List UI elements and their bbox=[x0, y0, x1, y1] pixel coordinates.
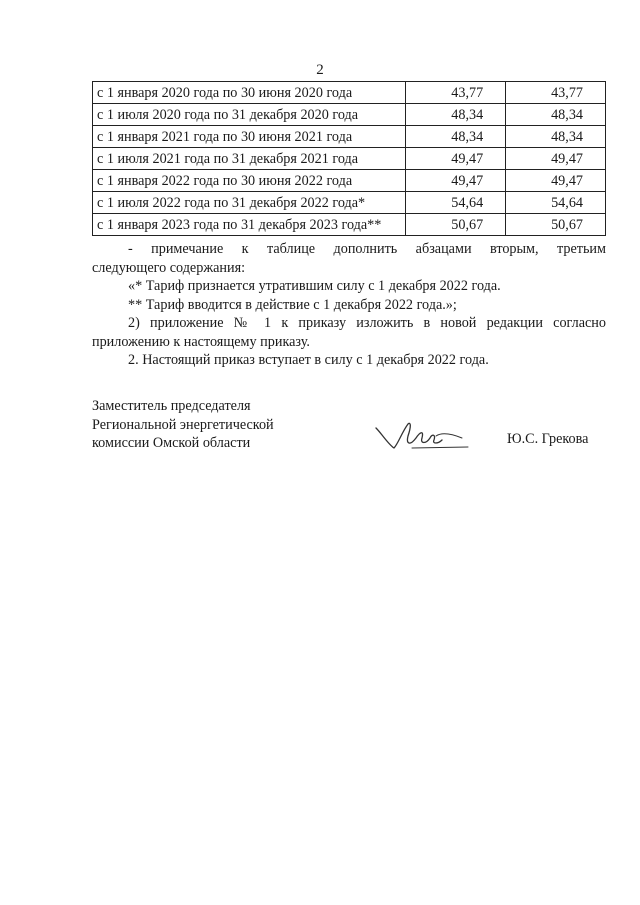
table-row bbox=[93, 214, 606, 236]
position-line-1: Заместитель председателя bbox=[92, 398, 251, 414]
page-number: 2 bbox=[316, 62, 324, 78]
footnote-1: «* Тариф признается утратившим силу с 1 декабря 2022 года. bbox=[128, 278, 501, 294]
value-cell: 48,34 bbox=[506, 126, 606, 148]
value-cell: 48,34 bbox=[406, 126, 506, 148]
signatory-position bbox=[92, 397, 274, 453]
value-cell: 50,67 bbox=[406, 214, 506, 236]
period-cell: с 1 июля 2021 года по 31 декабря 2021 года bbox=[93, 148, 406, 170]
value-cell: 43,77 bbox=[406, 82, 506, 104]
value-cell: 49,47 bbox=[506, 148, 606, 170]
value-cell: 49,47 bbox=[406, 170, 506, 192]
table-row bbox=[93, 82, 606, 104]
note-paragraph-line-2: следующего содержания: bbox=[92, 259, 246, 276]
table-row bbox=[93, 148, 606, 170]
value-cell: 54,64 bbox=[506, 192, 606, 214]
value-cell: 48,34 bbox=[506, 104, 606, 126]
table-row bbox=[93, 170, 606, 192]
table-row bbox=[93, 192, 606, 214]
signer-name: Ю.С. Грекова bbox=[507, 431, 589, 447]
position-line-3: комиссии Омской области bbox=[92, 435, 251, 451]
value-cell: 49,47 bbox=[406, 148, 506, 170]
value-cell: 54,64 bbox=[406, 192, 506, 214]
table-row bbox=[93, 126, 606, 148]
item-2-line-2: приложению к настоящему приказу. bbox=[92, 333, 310, 350]
value-cell: 49,47 bbox=[506, 170, 606, 192]
handwritten-signature bbox=[372, 414, 472, 454]
document-body bbox=[92, 240, 606, 370]
period-cell: с 1 января 2023 года по 31 декабря 2023 года** bbox=[93, 214, 406, 236]
period-cell: с 1 января 2021 года по 30 июня 2021 года bbox=[93, 126, 406, 148]
period-cell: с 1 января 2020 года по 30 июня 2020 года bbox=[93, 82, 406, 104]
period-cell: с 1 июля 2020 года по 31 декабря 2020 года bbox=[93, 104, 406, 126]
table-row bbox=[93, 104, 606, 126]
period-cell: с 1 июля 2022 года по 31 декабря 2022 года* bbox=[93, 192, 406, 214]
value-cell: 48,34 bbox=[406, 104, 506, 126]
note-paragraph-line-1: - примечание к таблице дополнить абзацами вторым, третьим bbox=[128, 241, 606, 257]
value-cell: 50,67 bbox=[506, 214, 606, 236]
clause-2: 2. Настоящий приказ вступает в силу с 1 декабря 2022 года. bbox=[128, 352, 489, 368]
tariff-table bbox=[92, 81, 606, 236]
value-cell: 43,77 bbox=[506, 82, 606, 104]
period-cell: с 1 января 2022 года по 30 июня 2022 года bbox=[93, 170, 406, 192]
footnote-2: ** Тариф вводится в действие с 1 декабря 2022 года.»; bbox=[128, 296, 457, 313]
item-2-line-1: 2) приложение № 1 к приказу изложить в новой редакции согласно bbox=[128, 315, 606, 331]
position-line-2: Региональной энергетической bbox=[92, 416, 274, 433]
